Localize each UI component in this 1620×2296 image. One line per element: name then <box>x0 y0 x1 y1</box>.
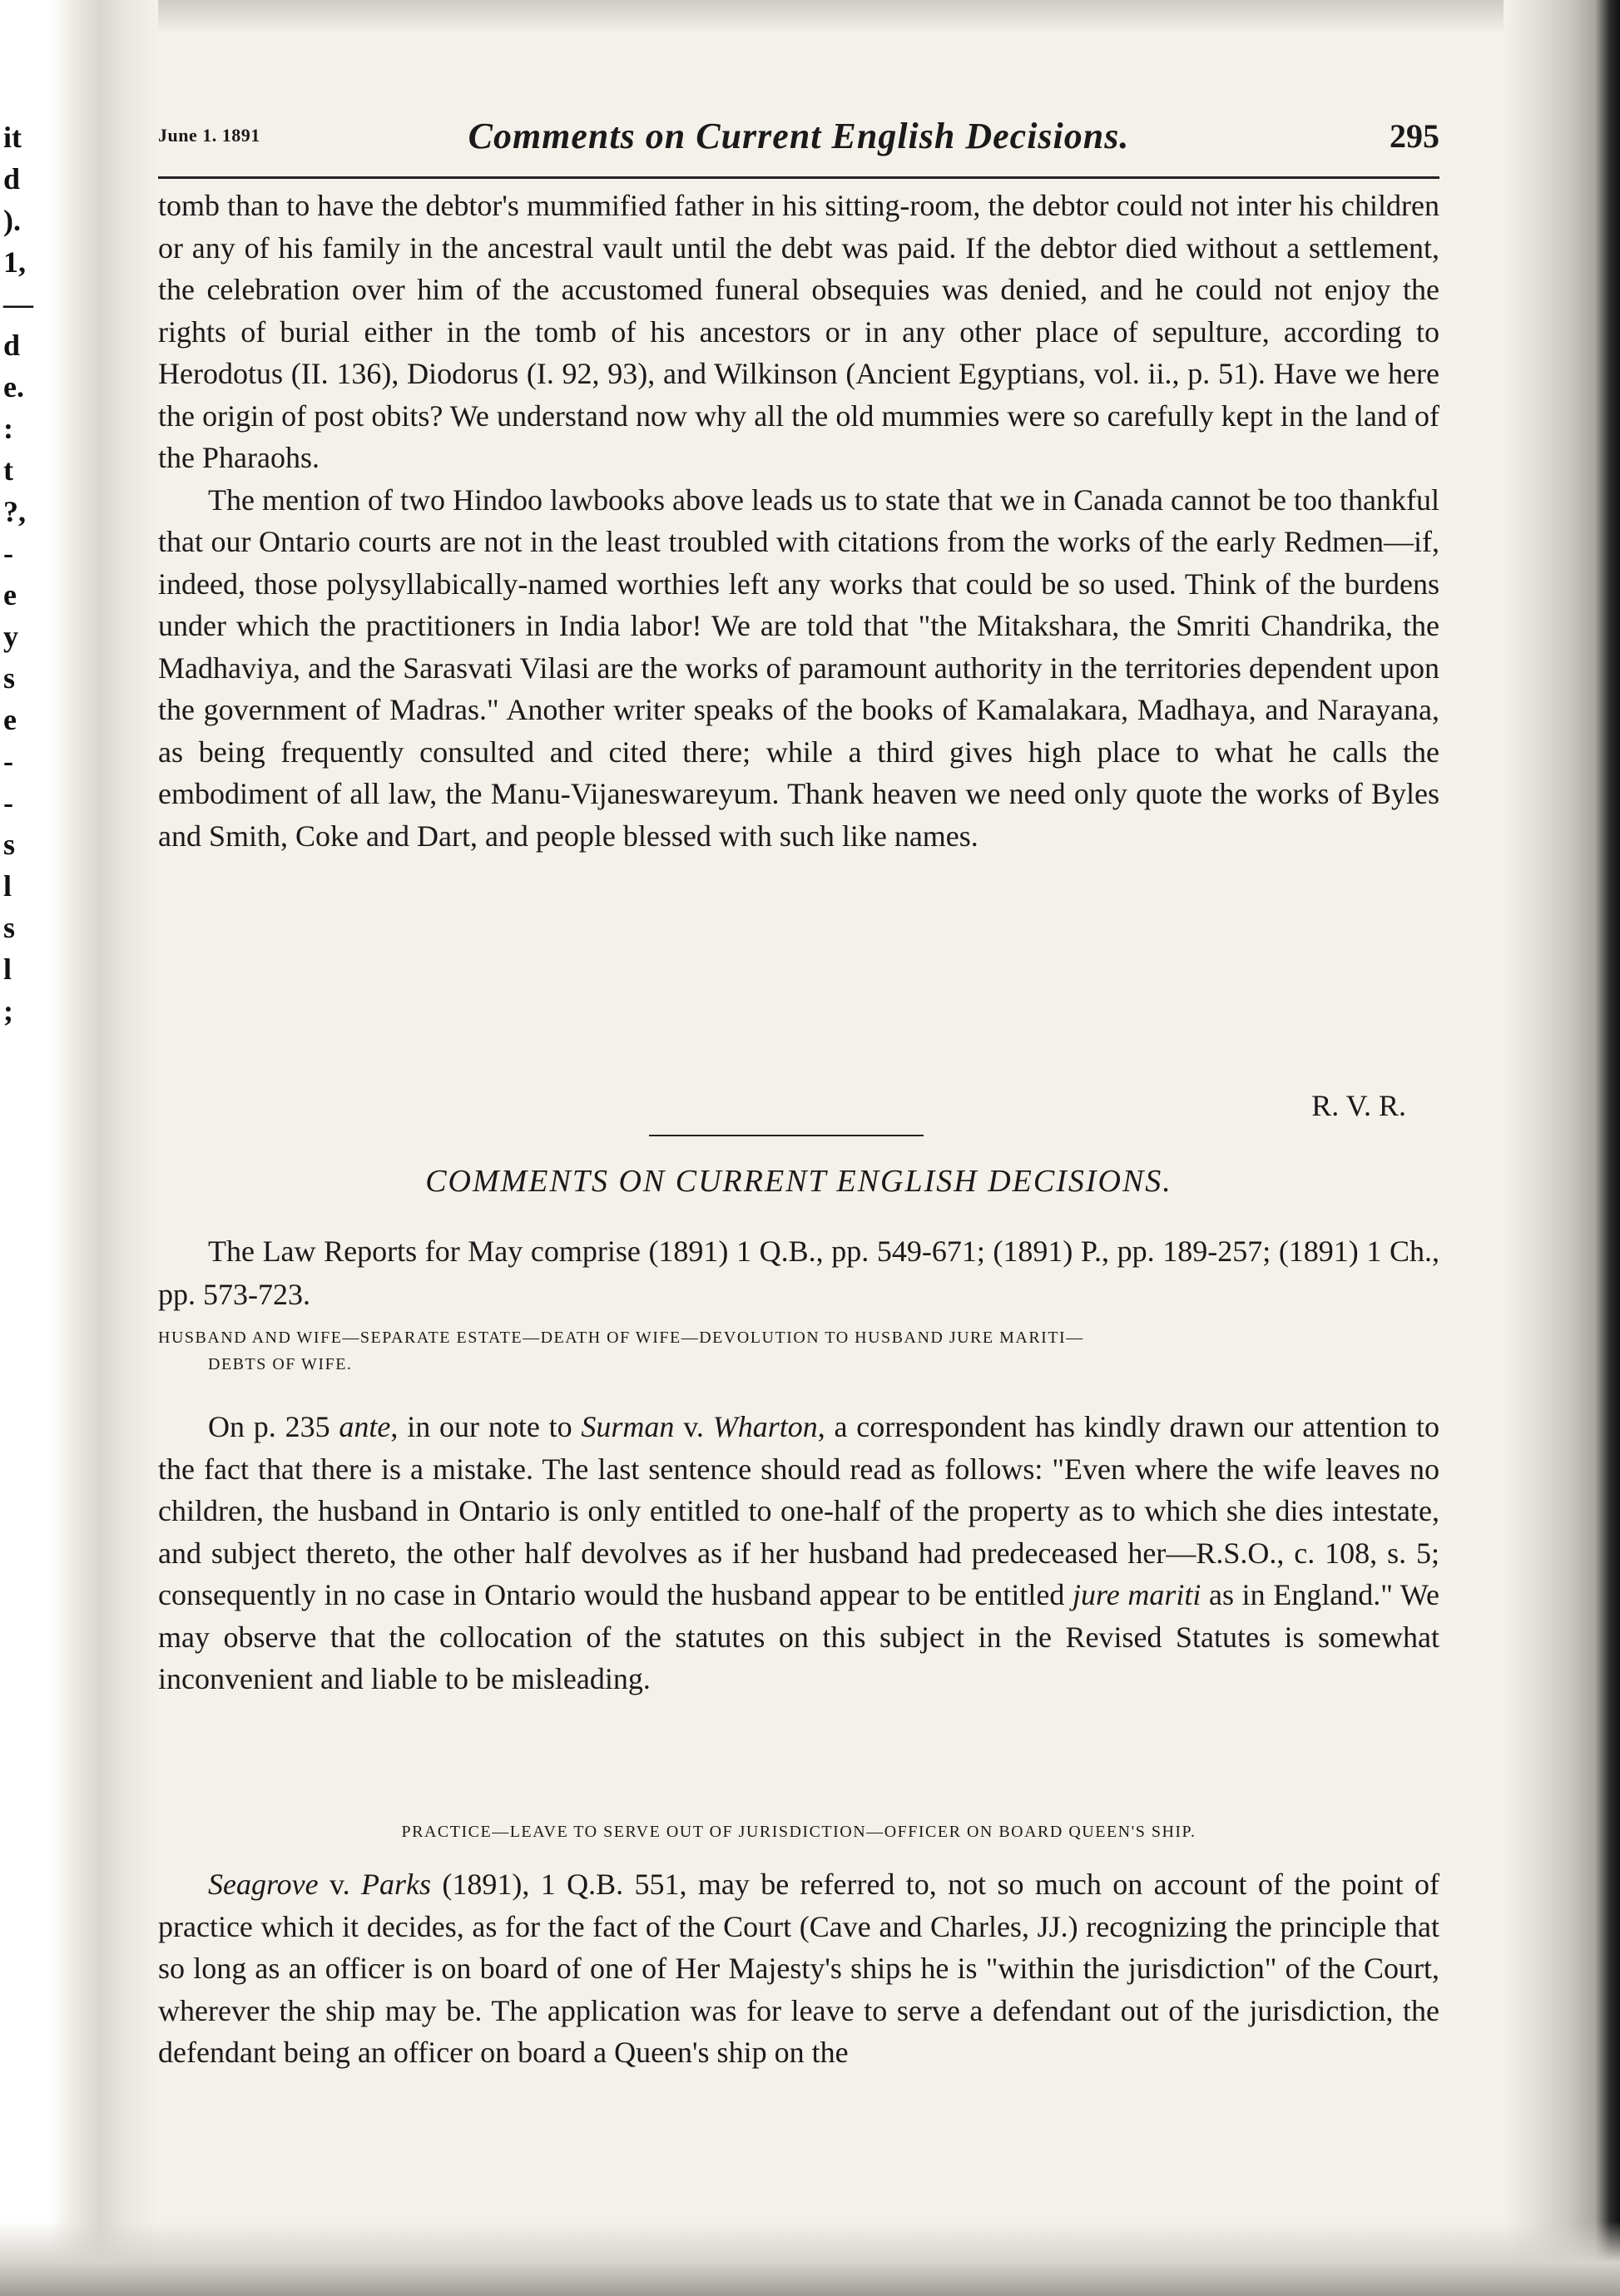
text-run: as in England." We may observe that the collocation of the statutes on this subject in the Revised Statutes is somewhat inconvenient and liable to be misleading. <box>158 1578 1439 1695</box>
section-title: COMMENTS ON CURRENT ENGLISH DECISIONS. <box>425 1164 1172 1199</box>
note-seagrove-v-parks <box>158 1863 1439 2074</box>
margin-fragment: l <box>3 869 12 903</box>
section-divider <box>649 1135 924 1136</box>
margin-fragment: it <box>3 121 22 154</box>
header-rule <box>158 176 1439 179</box>
text-run: (1891), 1 Q.B. 551, may be referred to, not so much on account of the point of practice which it decides, as for the fact of the Court (Cave and Charles, JJ.) recognizing the principle that so long as an officer is on board of one of Her Majesty's ships he is "within the jurisdiction" of the Court, wherever the ship may be. The application was for leave to serve a defendant out of the jurisdiction, the defendant being an officer on board a Queen's ship on the <box>158 1868 1439 2069</box>
margin-fragment: s <box>3 828 16 861</box>
margin-fragment: — <box>3 287 33 320</box>
margin-fragment: - <box>3 745 13 778</box>
margin-fragment: - <box>3 786 13 819</box>
margin-fragment: y <box>3 620 18 653</box>
previous-page-margin-fragments <box>3 116 45 1032</box>
headnote-line-1: HUSBAND AND WIFE—SEPARATE ESTATE—DEATH OF WIFE—DEVOLUTION TO HUSBAND JURE MARITI— <box>158 1329 1084 1347</box>
scan-top-shadow <box>0 0 1620 33</box>
margin-fragment: s <box>3 661 16 695</box>
margin-fragment: e <box>3 578 17 611</box>
preceding-article <box>158 185 1439 857</box>
running-head <box>158 115 1439 165</box>
article-paragraph-2: The mention of two Hindoo lawbooks above leads us to state that we in Canada cannot be too thankful that our Ontario courts are not in the least troubled with citations from the works of the early Redmen—if, indeed, those polysyllabically-named worthies left any works that could be so used. Think of the burdens under which the practitioners in India labor! We are told that "the Mitakshara, the Smriti Chandrika, the Madhaviya, and the Sarasvati Vilasi are the works of paramount authority in the territories dependent upon the government of Madras." Another writer speaks of the books of Kamalakara, Madhaya, and Narayana, as being frequently consulted and cited there; while a third gives high place to what he calls the embodiment of all law, the Manu-Vijaneswareyum. Thank heaven we need only quote the works of Byles and Smith, Coke and Dart, and people blessed with such like names. <box>158 482 1439 853</box>
margin-fragment: e. <box>3 370 24 403</box>
case-name: Wharton <box>712 1410 818 1443</box>
text-run: v. <box>318 1868 362 1901</box>
scan-bottom-shadow <box>0 2221 1620 2296</box>
case-name: Parks <box>361 1868 432 1901</box>
headnote-husband-and-wife <box>158 1324 1439 1378</box>
margin-fragment: l <box>3 953 12 986</box>
margin-fragment: t <box>3 453 13 487</box>
margin-fragment: ?, <box>3 495 26 528</box>
case-name: Seagrove <box>208 1868 319 1901</box>
text-run: , in our note to <box>390 1410 582 1443</box>
italic-jure-mariti: jure mariti <box>1073 1578 1201 1611</box>
margin-fragment: : <box>3 412 13 445</box>
text-run: , a correspondent has kindly drawn our attention to the fact that there is a mistake. The last sentence should read as follows: "Even where the wife leaves no children, the husband in Ontario is only entitled to one-half of the property as to which she dies intestate, and subject thereto, the other half devolves as if her husband had predeceased her—R.S.O., c. 108, s. 5; consequently in no case in Ontario would the husband appear to be entitled <box>158 1410 1439 1611</box>
text-run: v. <box>674 1410 713 1443</box>
note-surman-v-wharton <box>158 1406 1439 1700</box>
margin-fragment: ). <box>3 204 21 237</box>
margin-fragment: d <box>3 162 21 195</box>
running-head-title: Comments on Current English Decisions. <box>468 116 1130 156</box>
margin-fragment: e <box>3 703 17 736</box>
margin-fragment: - <box>3 537 13 570</box>
margin-fragment: s <box>3 911 16 944</box>
author-signature: R. V. R. <box>1311 1089 1406 1122</box>
text-run: On p. 235 <box>208 1410 339 1443</box>
case-name: Surman <box>581 1410 675 1443</box>
headnote-line-2: DEBTS OF WIFE. <box>208 1355 353 1373</box>
margin-fragment: d <box>3 329 21 362</box>
margin-fragment: 1, <box>3 245 26 279</box>
section-intro: The Law Reports for May comprise (1891) 1 Q.B., pp. 549-671; (1891) P., pp. 189-257; (1891) 1 Ch., pp. 573-723. <box>158 1235 1439 1311</box>
italic-ante: ante <box>339 1410 391 1443</box>
headnote-practice: PRACTICE—LEAVE TO SERVE OUT OF JURISDICTION—OFFICER ON BOARD QUEEN'S SHIP. <box>401 1823 1196 1841</box>
scan-right-edge <box>1504 0 1620 2296</box>
running-head-date: June 1. 1891 <box>158 125 260 146</box>
page-number: 295 <box>1390 117 1439 155</box>
margin-fragment: ; <box>3 994 13 1027</box>
article-paragraph-1: tomb than to have the debtor's mummified father in his sitting-room, the debtor could not inter his children or any of his family in the ancestral vault until the debt was paid. If the debtor died without a settlement, the celebration over him of the accustomed funeral obsequies was denied, and he could not enjoy the rights of burial either in the tomb of his ancestors or in any other place of sepulture, according to Herodotus (II. 136), Diodorus (I. 92, 93), and Wilkinson (Ancient Egyptians, vol. ii., p. 51). Have we here the origin of post obits? We understand now why all the old mummies were so carefully kept in the land of the Pharaohs. <box>158 189 1439 474</box>
